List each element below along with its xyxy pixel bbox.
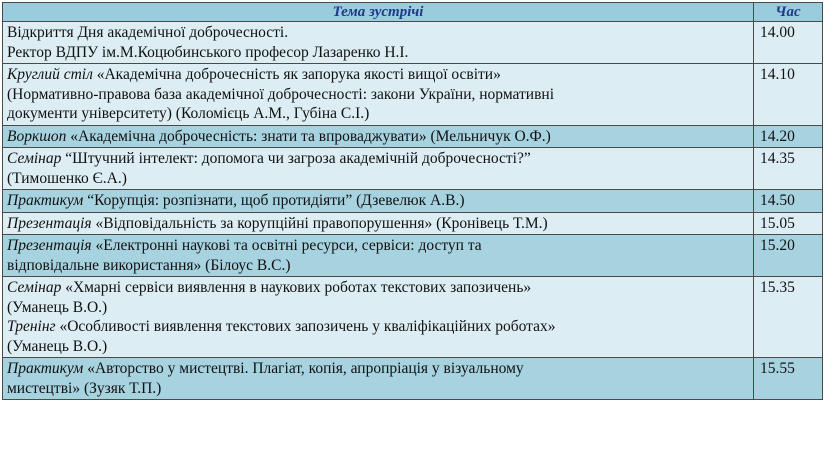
topic-line [7,191,749,211]
topic-cell [3,64,754,126]
topic-cell [3,148,754,190]
table-header-row [3,3,823,22]
topic-cell [3,212,754,235]
event-text: «Авторство у мистецтві. Плагіат, копія, апропріація у візуальному [83,360,524,377]
topic-line [7,359,749,379]
topic-line [7,317,749,337]
header-topic: Тема зустрічі [3,3,754,22]
schedule-table [2,2,823,400]
table-row [3,125,823,148]
event-text: “Корупція: розпізнати, щоб протидіяти” (Дзевелюк А.В.) [83,192,465,209]
event-text: документи університету) (Коломієць А.М., Губіна С.І.) [7,105,370,122]
time-cell: 15.05 [754,212,823,235]
topic-line [7,149,749,169]
event-type: Презентація [7,214,92,232]
table-row [3,277,823,358]
topic-line [7,127,749,147]
event-text: (Тимошенко Є.А.) [7,169,127,187]
time-cell: 14.20 [754,125,823,148]
schedule-document [2,2,822,400]
topic-line [7,104,749,124]
topic-cell [3,358,754,400]
topic-cell [3,125,754,148]
event-type: Практикум [7,360,84,377]
topic-cell [3,235,754,277]
topic-line [7,337,749,357]
event-text: Ректор ВДПУ ім.М.Коцюбинського професор Лазаренко Н.І. [7,43,409,61]
time-cell: 15.55 [754,358,823,400]
table-row [3,358,823,400]
time-cell: 15.35 [754,277,823,358]
time-cell: 14.10 [754,64,823,126]
time-cell: 14.00 [754,22,823,64]
table-row [3,235,823,277]
topic-cell [3,190,754,213]
event-text: «Академічна доброчесність як запорука якості вищої освіти» [92,66,501,83]
event-type: Воркшоп [7,127,67,145]
event-text: “Штучний інтелект: допомога чи загроза академічній доброчесності?” [61,150,531,167]
event-text: Відкриття Дня академічної доброчесності. [7,24,289,41]
table-row [3,212,823,235]
event-text: відповідальне використання» (Білоус В.С.) [7,256,291,274]
event-text: (Нормативно-правова база академічної доброчесності: закони України, нормативні [7,85,554,103]
topic-line [7,379,749,399]
event-type: Семінар [7,150,62,167]
topic-cell [3,22,754,64]
header-time: Час [754,3,823,22]
topic-line [7,278,749,298]
topic-line [7,23,749,43]
time-cell: 14.50 [754,190,823,213]
table-row [3,64,823,126]
event-text: «Електронні наукові та освітні ресурси, сервіси: доступ та [91,237,482,254]
event-type: Презентація [7,237,92,254]
event-type: Тренінг [7,318,56,335]
topic-line [7,169,749,189]
time-cell: 14.35 [754,148,823,190]
event-text: «Хмарні сервіси виявлення в наукових роботах текстових запозичень» [61,279,532,296]
event-type: Круглий стіл [7,66,93,83]
event-text: (Уманець В.О.) [7,337,108,355]
topic-line [7,256,749,276]
table-row [3,22,823,64]
table-row [3,148,823,190]
topic-line [7,43,749,63]
event-text: «Академічна доброчесність: знати та впроваджувати» (Мельничук О.Ф.) [66,127,551,145]
time-cell: 15.20 [754,235,823,277]
event-type: Практикум [7,192,84,209]
event-text: «Відповідальність за корупційні правопорушення» (Кронівець Т.М.) [91,214,548,232]
event-text: (Уманець В.О.) [7,298,108,316]
event-text: мистецтві» (Зузяк Т.П.) [7,379,162,397]
topic-line [7,65,749,85]
event-type: Семінар [7,279,62,296]
topic-line [7,236,749,256]
topic-cell [3,277,754,358]
topic-line [7,85,749,105]
topic-line [7,214,749,234]
table-body [3,22,823,400]
event-text: «Особливості виявлення текстових запозичень у кваліфікаційних роботах» [55,318,556,335]
topic-line [7,298,749,318]
table-row [3,190,823,213]
